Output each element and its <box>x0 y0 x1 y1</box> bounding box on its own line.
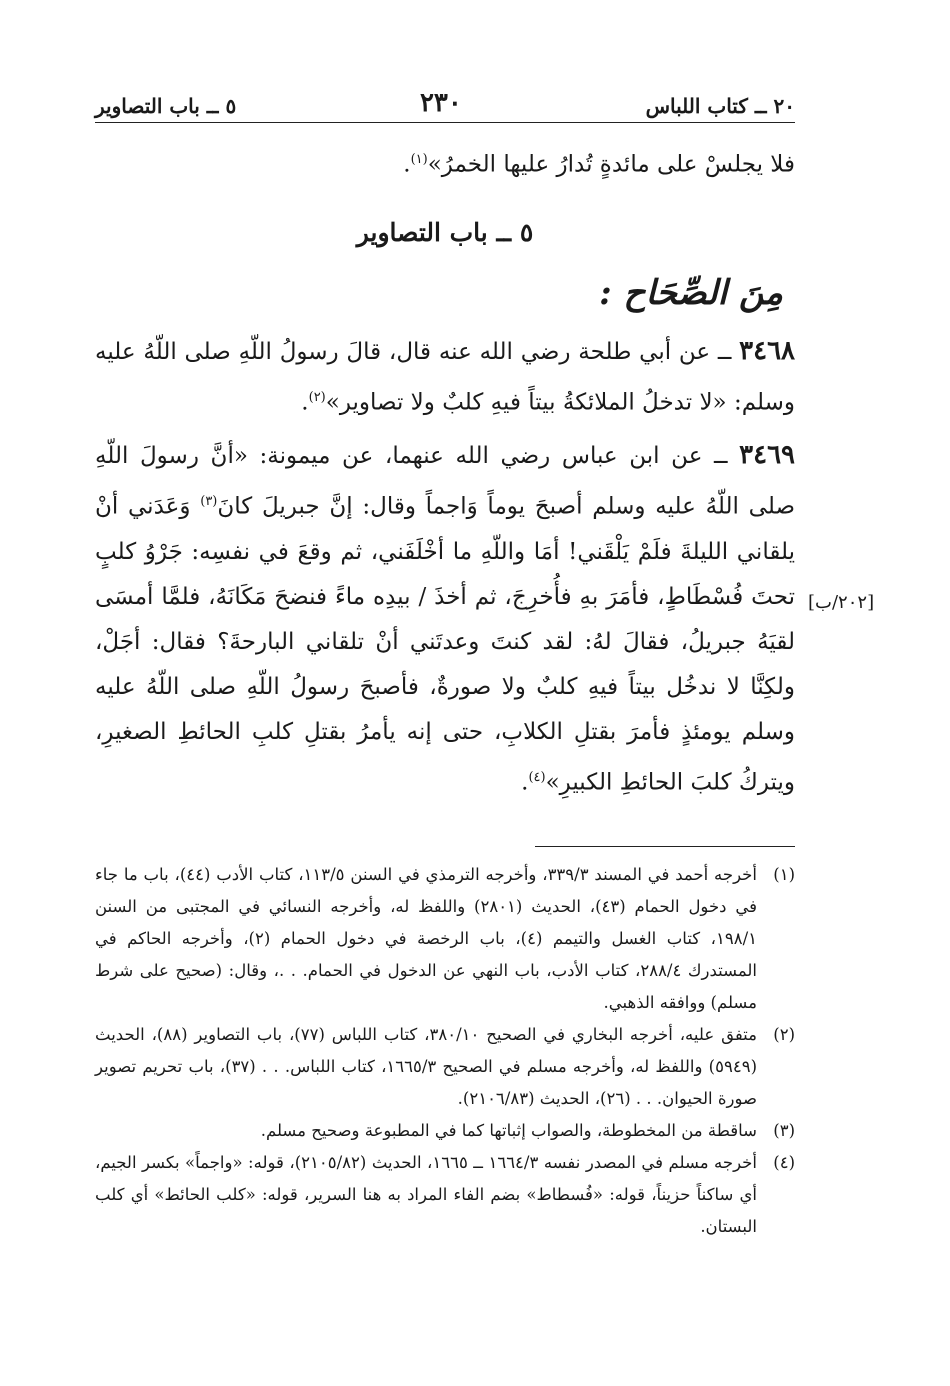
footnote-text: أخرجه مسلم في المصدر نفسه ١٦٦٤/٣ ــ ١٦٦٥، الحديث (٢١٠٥/٨٢)، قوله: «واجماً» بكسر الجيم، أي ساكناً حزيناً، قوله: «فُسطاط» بضم الفاء المراد به هنا السرير، قوله: «كلب الحائط» أي كلب البستان. <box>95 1152 757 1236</box>
footnote-1 <box>95 859 795 1019</box>
footnote-number: (١) <box>773 864 795 884</box>
footnote-ref-1: (١) <box>410 152 428 167</box>
footnote-text: أخرجه أحمد في المسند ٣٣٩/٣، وأخرجه الترمذي في السنن ١١٣/٥، كتاب الأدب (٤٤)، باب ما جاء في دخول الحمام (٤٣)، الحديث (٢٨٠١) واللفظ له، وأخرجه النسائي في المجتبى من السنن ١٩٨/١، كتاب الغسل والتيمم (٤)، باب الرخصة في دخول الحمام (٢)، وأخرجه الحاكم في المستدرك ٢٨٨/٤، كتاب الأدب، باب النهي عن الدخول في الحمام. . .، وقال: (صحيح على شرط مسلم) ووافقه الذهبي. <box>95 864 758 1012</box>
footnote-2 <box>95 1019 795 1115</box>
running-header <box>95 88 795 123</box>
continuation-line: فلا يجلسْ على مائدةٍ تُدارُ عليها الخمرُ»$^{(١)}$. <box>403 151 795 178</box>
header-book-title: ٢٠ ــ كتاب اللباس <box>645 94 795 118</box>
footnotes <box>95 859 795 1243</box>
footnote-text: متفق عليه، أخرجه البخاري في الصحيح ٣٨٠/١٠، كتاب اللباس (٧٧)، باب التصاوير (٨٨)، الحديث (٥٩٤٩) واللفظ له، وأخرجه مسلم في الصحيح ١٦٦٥/٣، كتاب اللباس. . . (٣٧)، باب تحريم تصوير صورة الحيوان. . . (٢٦)، الحديث (٢١٠٦/٨٣). <box>95 1024 757 1108</box>
hadith-text-part-b: وَعَدَني أنْ يلقاني الليلةَ فلَمْ يَلْقَني! أمَا واللّهِ ما أخْلَفَني، ثم وقعَ في نفسِه: جَرْوُ كلبٍ تحتَ فُسْطَاطٍ، فأمَرَ بهِ فأُخرِجَ، ثم أخذَ / بيدِه ماءً فنضحَ مَكَانَهُ، فلمَّا أمسَى لقيَهُ جبريلُ، فقالَ لهُ: لقد كنتَ وعدتَني أنْ تلقاني البارحةَ؟ فقال: أجَلْ، ولكِنَّا لا ندخُل بيتاً فيهِ كلبٌ ولا صورةٌ، فأصبحَ رسولُ اللّهِ صلى اللّهُ عليه وسلم يومئذٍ فأمرَ بقتلِ الكلابِ، حتى إنه يأمرُ بقتلِ كلبِ الحائطِ الصغيرِ، ويتركُ كلبَ الحائطِ الكبيرِ» <box>95 493 795 796</box>
footnote-number: (٢) <box>773 1024 795 1044</box>
page-number: ٢٣٠ <box>419 88 462 118</box>
header-chapter-title: ٥ ــ باب التصاوير <box>95 94 237 118</box>
manuscript-folio-ref: [٢٠٢/ب] <box>808 592 875 613</box>
footnote-number: (٣) <box>773 1120 795 1140</box>
hadith-number: ٣٤٦٩ <box>739 440 795 471</box>
footnote-4 <box>95 1147 795 1243</box>
footnote-number: (٤) <box>773 1152 795 1172</box>
footnote-ref-2: (٢) <box>308 389 326 405</box>
footnote-separator <box>535 846 795 847</box>
section-heading: مِنَ الصِّحَاح : <box>599 272 783 313</box>
hadith-3468: ٣٤٦٨ ــ عن أبي طلحة رضي الله عنه قال، قالَ رسولُ اللّهِ صلى اللّهُ عليه وسلم: «لا تدخلُ الملائكةُ بيتاً فيهِ كلبٌ ولا تصاوير»$^{(٢)}$. <box>95 335 796 416</box>
chapter-title: ٥ ــ باب التصاوير <box>356 217 534 247</box>
footnote-3 <box>95 1115 795 1147</box>
hadith-3469: ٣٤٦٩ ــ عن ابن عباس رضي الله عنهما، عن ميمونة: «أنَّ رسولَ اللّهِ صلى اللّهُ عليه وسلم أصبحَ يوماً وَاجماً وقال: إنَّ جبريلَ كانَ$^{(٣)}$ وَعَدَني أنْ يلقاني الليلةَ فلَمْ يَلْقَني! أمَا واللّهِ ما أخْلَفَني، ثم وقعَ في نفسِه: جَرْوُ كلبٍ تحتَ فُسْطَاطٍ، فأمَرَ بهِ فأُخرِجَ، ثم أخذَ / بيدِه ماءً فنضحَ مَكَانَهُ، فلمَّا أمسَى لقيَهُ جبريلُ، فقالَ لهُ: لقد كنتَ وعدتَني أنْ تلقاني البارحةَ؟ فقال: أجَلْ، ولكِنَّا لا ندخُل بيتاً فيهِ كلبٌ ولا صورةٌ، فأصبحَ رسولُ اللّهِ صلى اللّهُ عليه وسلم يومئذٍ فأمرَ بقتلِ الكلابِ، حتى إنه يأمرُ بقتلِ كلبِ الحائطِ الصغيرِ، ويتركُ كلبَ الحائطِ الكبيرِ»$^{(٤)}$. <box>95 440 795 796</box>
footnote-text: ساقطة من المخطوطة، والصواب إثباتها كما في المطبوعة وصحيح مسلم. <box>260 1120 757 1140</box>
book-page <box>95 88 795 1243</box>
hadith-number: ٣٤٦٨ <box>739 335 796 366</box>
main-text <box>95 137 795 806</box>
hadith-text-part-a: ــ عن ابن عباس رضي الله عنهما، عن ميمونة: «أنَّ رسولَ اللّهِ صلى اللّهُ عليه وسلم أصبحَ يوماً وَاجماً وقال: إنَّ جبريلَ كانَ <box>95 443 795 520</box>
footnote-ref-3: (٣) <box>200 494 218 510</box>
footnote-ref-4: (٤) <box>528 769 546 785</box>
hadith-text: ــ عن أبي طلحة رضي الله عنه قال، قالَ رسولُ اللّهِ صلى اللّهُ عليه وسلم: «لا تدخلُ الملائكةُ بيتاً فيهِ كلبٌ ولا تصاوير» <box>95 338 795 416</box>
